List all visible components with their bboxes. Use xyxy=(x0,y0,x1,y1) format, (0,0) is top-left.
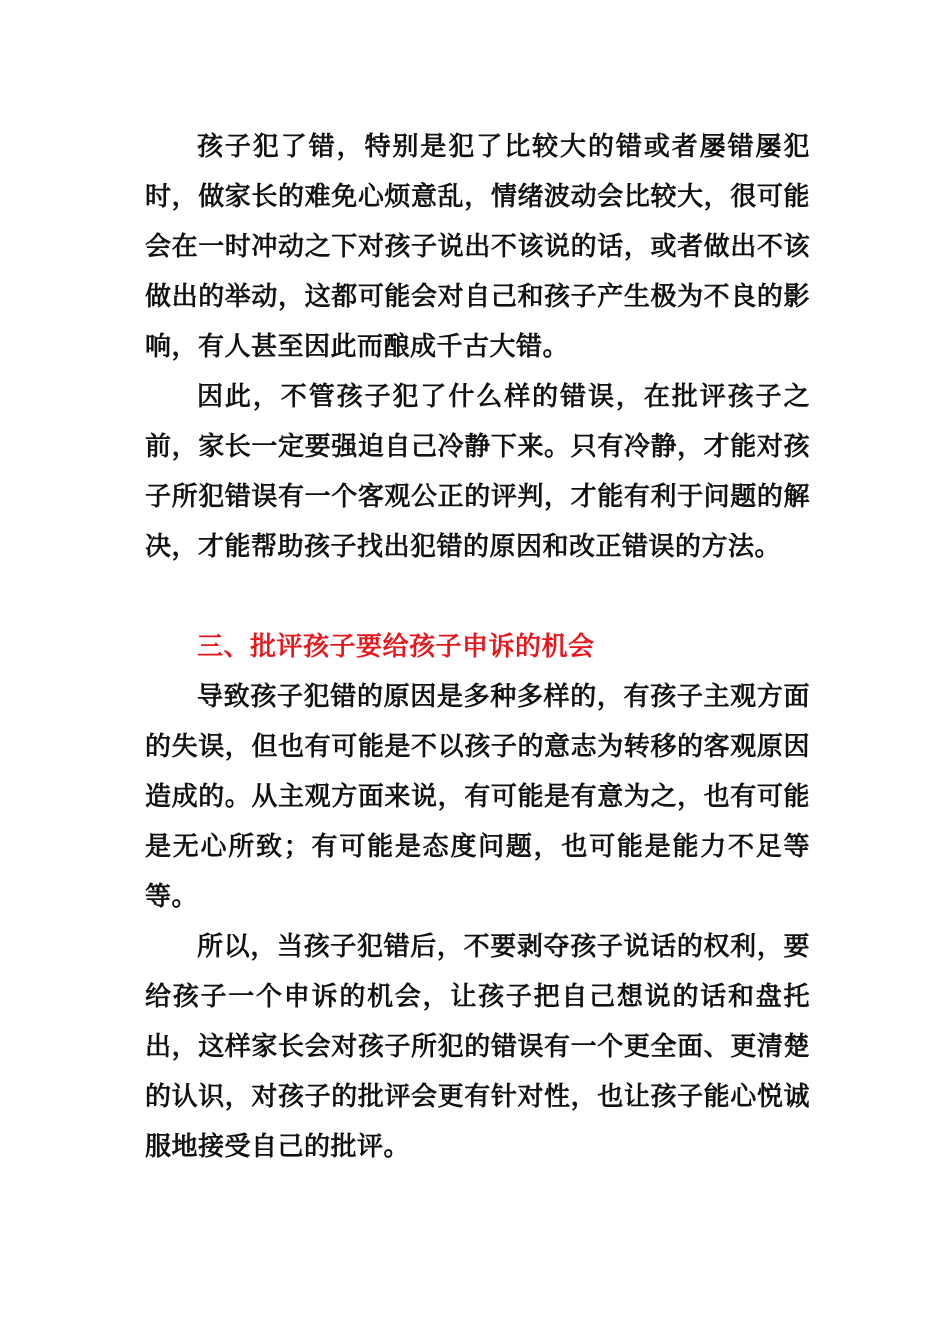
section-heading: 三、批评孩子要给孩子申诉的机会 xyxy=(197,632,595,662)
document-body xyxy=(145,122,810,1172)
paragraph-1: 孩子犯了错，特别是犯了比较大的错或者屡错屡犯时，做家长的难免心烦意乱，情绪波动会比较大，很可能会在一时冲动之下对孩子说出不该说的话，或者做出不该做出的举动，这都可能会对自己和孩子产生极为不良的影响，有人甚至因此而酿成千古大错。 xyxy=(145,132,810,362)
paragraph-2: 因此，不管孩子犯了什么样的错误，在批评孩子之前，家长一定要强迫自己冷静下来。只有冷静，才能对孩子所犯错误有一个客观公正的评判，才能有利于问题的解决，才能帮助孩子找出犯错的原因和改正错误的方法。 xyxy=(145,382,810,562)
blank-line xyxy=(145,572,810,622)
paragraph-4: 所以，当孩子犯错后，不要剥夺孩子说话的权利，要给孩子一个申诉的机会，让孩子把自己想说的话和盘托出，这样家长会对孩子所犯的错误有一个更全面、更清楚的认识，对孩子的批评会更有针对性，也让孩子能心悦诚服地接受自己的批评。 xyxy=(145,932,810,1162)
paragraph-3: 导致孩子犯错的原因是多种多样的，有孩子主观方面的失误，但也有可能是不以孩子的意志为转移的客观原因造成的。从主观方面来说，有可能是有意为之，也有可能是无心所致；有可能是态度问题，也可能是能力不足等等。 xyxy=(145,682,810,912)
